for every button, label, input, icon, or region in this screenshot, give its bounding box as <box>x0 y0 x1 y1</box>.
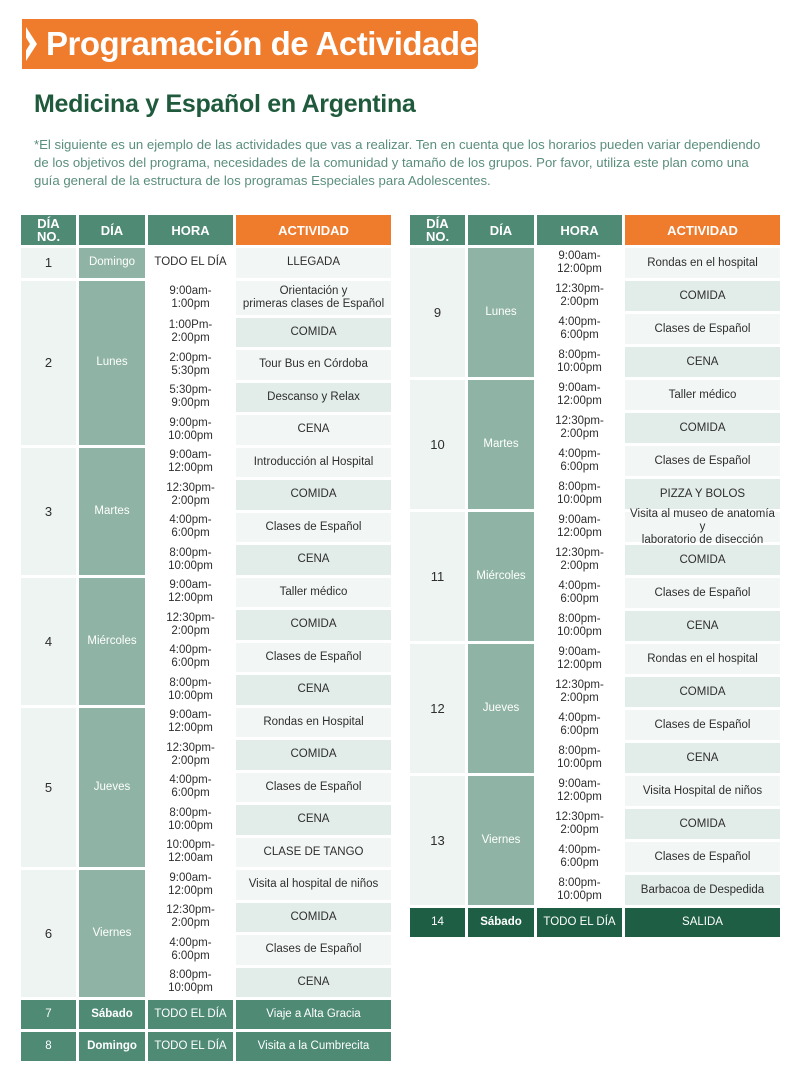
time-cell-text: 4:00pm-6:00pm <box>558 580 601 605</box>
time-cell-text: 8:00pm-10:00pm <box>557 481 602 506</box>
band-activity <box>236 1032 391 1061</box>
time-cell-text: 9:00am-12:00pm <box>168 871 213 897</box>
activity-cell-text: COMIDA <box>679 685 726 698</box>
time-cell-text: 4:00pm-6:00pm <box>169 644 212 670</box>
time-cell <box>537 413 622 443</box>
band-time <box>537 908 622 937</box>
time-cell <box>537 710 622 740</box>
header-activity-text: ACTIVIDAD <box>278 222 349 238</box>
activity-cell-text: Clases de Español <box>654 454 751 467</box>
band-activity-text: Visita a la Cumbrecita <box>257 1040 370 1052</box>
day-name-text: Jueves <box>93 780 131 793</box>
time-cell-text: 12:30pm-2:00pm <box>555 811 604 836</box>
time-cell <box>537 875 622 905</box>
time-cell-text: 4:00pm-6:00pm <box>169 514 212 540</box>
header-day-number-text: DÍA NO. <box>36 216 61 244</box>
activity-cell-text: LLEGADA <box>286 256 341 269</box>
time-cell-text: 4:00pm-6:00pm <box>169 774 212 800</box>
day-name <box>468 776 534 905</box>
chevron-right-icon <box>26 27 37 61</box>
activity-cell <box>625 710 780 740</box>
activity-cell-text: Descanso y Relax <box>267 390 360 403</box>
time-cell-text: 9:00am-12:00pm <box>168 709 213 735</box>
time-cell <box>537 743 622 773</box>
time-cell <box>148 415 233 445</box>
activity-cell <box>236 870 391 900</box>
day-name <box>468 380 534 509</box>
activity-cell-text: COMIDA <box>679 817 726 830</box>
activity-cell-text: Clases de Español <box>654 322 751 335</box>
activity-cell <box>236 448 391 478</box>
activity-cell <box>625 677 780 707</box>
time-cell-text: 2:00pm-5:30pm <box>169 351 212 377</box>
time-cell <box>148 480 233 510</box>
activity-cell-text: COMIDA <box>290 748 337 761</box>
activity-cell <box>236 318 391 348</box>
time-cell <box>148 838 233 868</box>
band-day-number-text: 14 <box>431 916 444 928</box>
time-cell <box>148 870 233 900</box>
day-name-text: Lunes <box>96 356 128 368</box>
activity-cell-text: Orientación y primeras clases de Español <box>242 284 385 310</box>
time-cell <box>537 512 622 542</box>
time-cell-text: 9:00am-12:00pm <box>557 778 602 803</box>
header-activity <box>236 215 391 245</box>
activity-cell-text: Clases de Español <box>654 718 751 731</box>
activity-cell-text: CLASE DE TANGO <box>263 845 364 858</box>
activity-cell <box>236 643 391 673</box>
time-cell <box>537 446 622 476</box>
activity-cell-text: Visita al museo de anatomía y laboratorio de disección <box>630 507 775 546</box>
activity-cell-text: CENA <box>686 355 719 368</box>
activity-cell-text: COMIDA <box>290 325 337 338</box>
time-cell <box>537 380 622 410</box>
day-name-text: Martes <box>483 438 519 450</box>
activity-cell <box>625 644 780 674</box>
activity-cell-text: Clases de Español <box>265 520 362 533</box>
activity-cell <box>236 805 391 835</box>
day-number-text: 10 <box>430 437 445 452</box>
time-cell-text: 12:30pm-2:00pm <box>555 547 604 572</box>
activity-cell <box>236 675 391 705</box>
header-day-number <box>410 215 465 245</box>
band-day-name <box>468 908 534 937</box>
time-cell-text: 10:00pm-12:00am <box>166 839 215 865</box>
day-number <box>410 512 465 641</box>
activity-cell <box>625 507 780 546</box>
schedule-table-left <box>21 215 391 1055</box>
time-cell <box>537 248 622 278</box>
time-cell-text: 5:30pm-9:00pm <box>169 384 212 410</box>
day-number-text: 3 <box>44 503 53 519</box>
time-cell <box>537 479 622 509</box>
day-name <box>468 512 534 641</box>
time-cell-text: 12:30pm-2:00pm <box>555 283 604 308</box>
time-cell <box>148 740 233 770</box>
activity-cell-text: Clases de Español <box>654 586 751 599</box>
day-name-text: Jueves <box>482 702 520 714</box>
band-time <box>148 1032 233 1061</box>
time-cell-text: 4:00pm-6:00pm <box>558 712 601 737</box>
day-name-text: Lunes <box>485 306 517 318</box>
time-cell-text: 8:00pm-10:00pm <box>557 613 602 638</box>
activity-cell-text: Introducción al Hospital <box>253 455 374 468</box>
activity-cell <box>625 611 780 641</box>
activity-cell-text: Clases de Español <box>265 780 362 793</box>
band-activity-text: Viaje a Alta Gracia <box>266 1008 361 1020</box>
time-cell <box>148 675 233 705</box>
day-number-text: 13 <box>430 833 445 848</box>
time-cell <box>148 448 233 478</box>
time-cell <box>148 968 233 998</box>
time-cell <box>148 281 233 315</box>
activity-cell <box>625 545 780 575</box>
day-number <box>410 644 465 773</box>
band-day-name <box>79 1000 145 1029</box>
time-cell-text: 4:00pm-6:00pm <box>558 844 601 869</box>
activity-cell-text: Clases de Español <box>265 650 362 663</box>
activity-cell-text: CENA <box>297 553 330 566</box>
day-number-text: 5 <box>44 779 53 795</box>
time-cell <box>148 643 233 673</box>
time-cell-text: 8:00pm-10:00pm <box>168 806 213 832</box>
day-name <box>79 578 145 705</box>
activity-cell <box>236 610 391 640</box>
banner-title: Programación de Actividades <box>46 25 496 62</box>
activity-cell <box>625 578 780 608</box>
time-cell-text: 8:00pm-10:00pm <box>557 877 602 902</box>
time-cell-text: 8:00pm-10:00pm <box>168 969 213 995</box>
activity-cell-text: Taller médico <box>279 585 348 598</box>
activity-cell-text: Clases de Español <box>654 850 751 863</box>
activity-cell-text: COMIDA <box>290 910 337 923</box>
activity-cell <box>236 415 391 445</box>
band-day-number-text: 7 <box>45 1008 52 1020</box>
time-cell <box>148 708 233 738</box>
band-activity <box>625 908 780 937</box>
activity-cell <box>236 903 391 933</box>
activity-cell-text: Visita Hospital de niños <box>642 784 763 797</box>
activity-cell <box>236 708 391 738</box>
day-name-text: Martes <box>94 504 130 517</box>
activity-cell-text: Rondas en el hospital <box>647 652 758 665</box>
time-cell <box>148 578 233 608</box>
time-cell <box>537 347 622 377</box>
activity-cell <box>236 480 391 510</box>
time-cell <box>148 805 233 835</box>
day-name-text: Viernes <box>481 834 521 846</box>
activity-cell-text: Taller médico <box>668 388 737 401</box>
day-number <box>410 380 465 509</box>
activity-cell-text: COMIDA <box>679 421 726 434</box>
band-day-name <box>79 1032 145 1061</box>
band-time-text: TODO EL DÍA <box>154 1040 227 1052</box>
time-cell <box>537 809 622 839</box>
time-cell <box>148 903 233 933</box>
header-day-text: DÍA <box>100 222 124 238</box>
time-cell-text: 8:00pm-10:00pm <box>557 349 602 374</box>
activity-cell-text: COMIDA <box>679 553 726 566</box>
header-activity-text: ACTIVIDAD <box>667 222 738 238</box>
day-number <box>410 776 465 905</box>
activity-cell <box>236 773 391 803</box>
page-banner <box>22 19 496 69</box>
time-cell <box>537 545 622 575</box>
day-number-text: 1 <box>44 255 53 271</box>
time-cell-text: 12:30pm-2:00pm <box>166 741 215 767</box>
time-cell <box>148 248 233 278</box>
header-day-text: DÍA <box>489 222 513 238</box>
activity-cell <box>625 413 780 443</box>
band-activity-text: SALIDA <box>682 916 723 928</box>
time-cell-text: 9:00am-12:00pm <box>557 514 602 539</box>
day-number-text: 6 <box>44 926 53 941</box>
day-number <box>21 708 76 868</box>
day-number-text: 4 <box>44 633 53 649</box>
time-cell <box>537 314 622 344</box>
activity-cell <box>236 935 391 965</box>
time-cell-text: 4:00pm-6:00pm <box>558 448 601 473</box>
day-name-text: Miércoles <box>476 570 526 582</box>
header-time <box>148 215 233 245</box>
activity-cell <box>625 809 780 839</box>
activity-cell <box>625 347 780 377</box>
activity-cell-text: COMIDA <box>290 618 337 631</box>
page-subtitle: Medicina y Español en Argentina <box>34 90 416 118</box>
day-number <box>21 578 76 705</box>
band-day-name-text: Sábado <box>480 916 522 928</box>
schedule-table-right <box>410 215 780 930</box>
day-name <box>79 708 145 868</box>
band-day-name-text: Sábado <box>91 1008 133 1020</box>
header-time-text: HORA <box>171 222 210 238</box>
activity-cell <box>625 842 780 872</box>
day-number <box>21 870 76 997</box>
time-cell <box>537 677 622 707</box>
activity-cell-text: CENA <box>686 751 719 764</box>
activity-cell <box>625 446 780 476</box>
band-time-text: TODO EL DÍA <box>543 916 616 928</box>
time-cell <box>148 318 233 348</box>
band-time <box>148 1000 233 1029</box>
activity-cell <box>236 740 391 770</box>
activity-cell-text: Tour Bus en Córdoba <box>259 358 368 371</box>
activity-cell-text: CENA <box>297 975 330 988</box>
activity-cell <box>625 380 780 410</box>
day-number-text: 2 <box>44 355 53 370</box>
header-activity <box>625 215 780 245</box>
time-cell <box>148 935 233 965</box>
band-day-number <box>410 908 465 937</box>
activity-cell-text: CENA <box>297 423 330 436</box>
day-name <box>79 448 145 575</box>
time-cell <box>148 350 233 380</box>
day-number-text: 9 <box>433 305 442 320</box>
activity-cell-text: Clases de Español <box>265 943 362 956</box>
day-name <box>468 248 534 377</box>
time-cell <box>537 281 622 311</box>
time-cell <box>537 776 622 806</box>
time-cell <box>148 610 233 640</box>
activity-cell <box>236 248 391 278</box>
time-cell-text: 9:00am-1:00pm <box>169 284 212 310</box>
activity-cell-text: CENA <box>297 683 330 696</box>
activity-cell-text: CENA <box>297 813 330 826</box>
time-cell-text: TODO EL DÍA <box>154 256 227 269</box>
activity-cell <box>236 513 391 543</box>
band-day-name-text: Domingo <box>87 1040 137 1052</box>
time-cell <box>537 611 622 641</box>
time-cell-text: 9:00am-12:00pm <box>557 250 602 275</box>
intro-text: *El siguiente es un ejemplo de las actividades que vas a realizar. Ten en cuenta que los horarios pueden variar dependiendo de los objetivos del programa, necesidades de la comunidad y tamaño de los grupos. Por favor, utiliza este plan como una guía general de la estructura de los programas Especiales para Adolescentes. <box>34 137 761 188</box>
activity-cell <box>625 281 780 311</box>
day-name <box>79 281 145 445</box>
activity-cell <box>236 968 391 998</box>
time-cell-text: 9:00am-12:00pm <box>557 646 602 671</box>
day-name <box>468 644 534 773</box>
day-name-text: Viernes <box>92 927 132 939</box>
time-cell <box>537 644 622 674</box>
band-day-number-text: 8 <box>45 1040 52 1052</box>
activity-cell <box>236 838 391 868</box>
time-cell <box>148 773 233 803</box>
activity-cell <box>236 545 391 575</box>
time-cell-text: 8:00pm-10:00pm <box>557 745 602 770</box>
band-time-text: TODO EL DÍA <box>154 1008 227 1020</box>
activity-cell <box>625 479 780 509</box>
activity-cell <box>236 383 391 413</box>
band-day-number <box>21 1000 76 1029</box>
activity-cell <box>625 314 780 344</box>
time-cell <box>148 383 233 413</box>
band-activity <box>236 1000 391 1029</box>
activity-cell-text: Rondas en Hospital <box>263 715 364 728</box>
time-cell-text: 8:00pm-10:00pm <box>168 546 213 572</box>
activity-cell-text: COMIDA <box>290 488 337 501</box>
time-cell-text: 4:00pm-6:00pm <box>169 936 212 962</box>
day-name-text: Domingo <box>88 256 136 269</box>
day-number-text: 11 <box>430 569 445 584</box>
activity-cell-text: Rondas en el hospital <box>647 256 758 269</box>
activity-cell <box>625 248 780 278</box>
time-cell-text: 8:00pm-10:00pm <box>168 676 213 702</box>
day-number-text: 12 <box>430 701 445 716</box>
header-day-number <box>21 215 76 245</box>
header-day <box>468 215 534 245</box>
time-cell-text: 9:00pm-10:00pm <box>168 416 213 442</box>
activity-cell <box>236 281 391 315</box>
time-cell-text: 9:00am-12:00pm <box>557 382 602 407</box>
day-number <box>21 248 76 278</box>
time-cell-text: 4:00pm-6:00pm <box>558 316 601 341</box>
activity-cell-text: COMIDA <box>679 289 726 302</box>
day-number <box>21 448 76 575</box>
header-day-number-text: DÍA NO. <box>425 216 450 244</box>
activity-cell-text: Visita al hospital de niños <box>248 878 379 891</box>
time-cell-text: 12:30pm-2:00pm <box>166 904 215 930</box>
time-cell <box>148 513 233 543</box>
day-number <box>21 281 76 445</box>
activity-cell <box>625 875 780 905</box>
activity-cell <box>236 350 391 380</box>
time-cell-text: 12:30pm-2:00pm <box>166 481 215 507</box>
day-name <box>79 870 145 997</box>
header-day <box>79 215 145 245</box>
activity-cell <box>625 743 780 773</box>
band-day-number <box>21 1032 76 1061</box>
time-cell <box>537 842 622 872</box>
time-cell-text: 9:00am-12:00pm <box>168 579 213 605</box>
time-cell-text: 12:30pm-2:00pm <box>555 415 604 440</box>
time-cell <box>537 578 622 608</box>
time-cell-text: 9:00am-12:00pm <box>168 449 213 475</box>
activity-cell-text: PIZZA Y BOLOS <box>659 487 746 500</box>
activity-cell <box>625 776 780 806</box>
time-cell-text: 12:30pm-2:00pm <box>555 679 604 704</box>
header-time <box>537 215 622 245</box>
activity-cell <box>236 578 391 608</box>
header-time-text: HORA <box>560 222 599 238</box>
time-cell-text: 1:00Pm-2:00pm <box>168 319 213 345</box>
day-number <box>410 248 465 377</box>
activity-cell-text: Barbacoa de Despedida <box>640 883 765 896</box>
activity-cell-text: CENA <box>686 619 719 632</box>
day-name <box>79 248 145 278</box>
time-cell-text: 12:30pm-2:00pm <box>166 611 215 637</box>
time-cell <box>148 545 233 575</box>
day-name-text: Miércoles <box>87 634 137 647</box>
